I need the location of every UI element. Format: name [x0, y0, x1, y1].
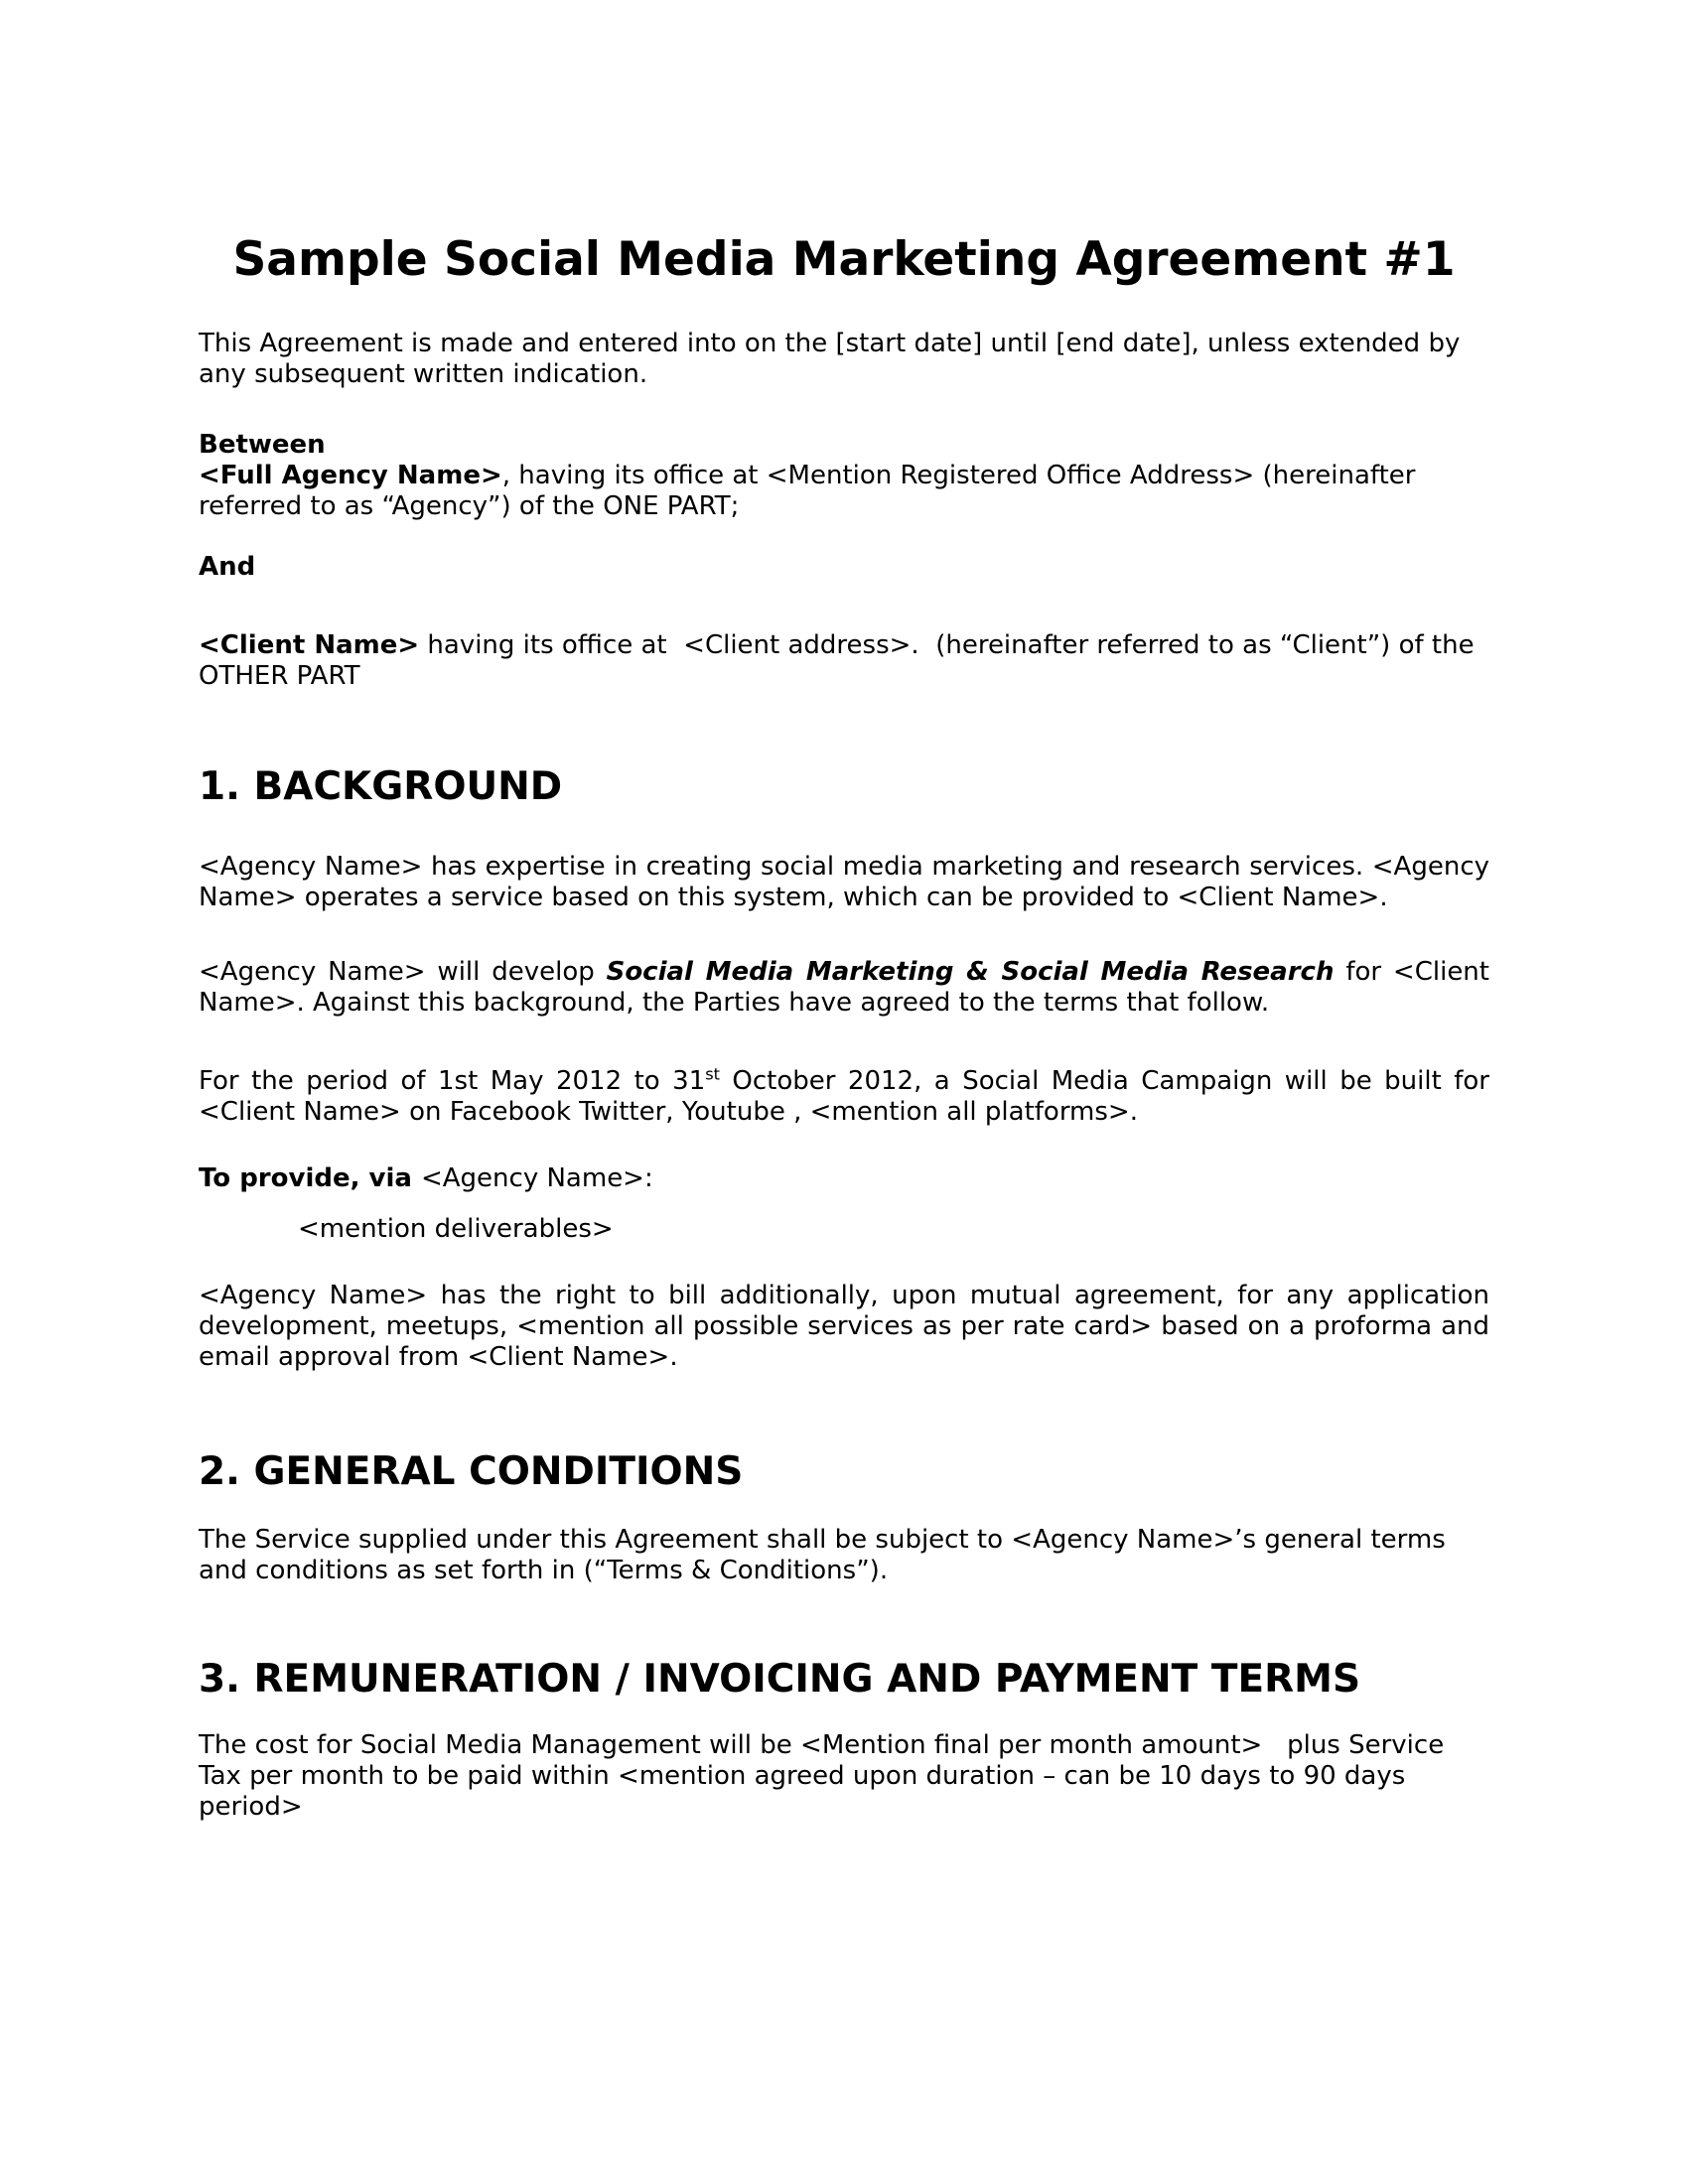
- background-expertise-paragraph: <Agency Name> has expertise in creating social media marketing and research services. <Agency Name> operates a service based on this system, which can be provided to <Client Name>.: [199, 852, 1489, 912]
- client-clause-text: having its office at <Client address>. (hereinafter referred to as “Client”) of the OTHER PART: [199, 630, 1482, 691]
- general-conditions-paragraph: The Service supplied under this Agreement shall be subject to <Agency Name>’s general terms and conditions as set forth in (“Terms & Conditions”).: [199, 1525, 1446, 1585]
- between-label: Between: [199, 430, 326, 460]
- develop-text-end: for <Client Name>. Against this background, the Parties have agreed to the terms that follow.: [199, 957, 1489, 1018]
- period-text-start: For the period of 1st May 2012 to 31: [199, 1066, 706, 1096]
- provide-label: To provide, via: [199, 1163, 421, 1193]
- agency-clause-text: , having its office at <Mention Registered Office Address> (hereinafter referred to as “Agency”) of the ONE PART;: [199, 461, 1416, 521]
- section-heading-remuneration: 3. REMUNERATION / INVOICING AND PAYMENT TERMS: [199, 1657, 1361, 1702]
- billing-paragraph: <Agency Name> has the right to bill additionally, upon mutual agreement, for any application development, meetups, <mention all possible services as per rate card> based on a proforma and email approval from <Client Name>.: [199, 1281, 1489, 1372]
- deliverables-line: <mention deliverables>: [298, 1214, 614, 1244]
- agency-name-placeholder: <Full Agency Name>: [199, 461, 502, 490]
- ordinal-superscript: st: [705, 1064, 720, 1084]
- remuneration-paragraph: The cost for Social Media Management will be <Mention final per month amount> plus Service Tax per month to be paid within <mention agreed upon duration – can be 10 days to 90 days period>: [199, 1730, 1453, 1822]
- client-clause: [199, 630, 1489, 692]
- section-heading-background: 1. BACKGROUND: [199, 764, 563, 809]
- provide-value: <Agency Name>:: [420, 1163, 653, 1193]
- client-name-placeholder: <Client Name>: [199, 630, 420, 660]
- campaign-period-paragraph: [199, 1066, 1489, 1128]
- document-title: Sample Social Media Marketing Agreement #1: [232, 232, 1456, 287]
- provide-line: [199, 1163, 1489, 1194]
- section-heading-general-conditions: 2. GENERAL CONDITIONS: [199, 1449, 744, 1494]
- period-text-end: October 2012, a Social Media Campaign will be built for <Client Name> on Facebook Twitter, Youtube , <mention all platforms>.: [199, 1066, 1489, 1127]
- background-develop-paragraph: [199, 957, 1489, 1019]
- develop-text-start: <Agency Name> will develop: [199, 957, 607, 987]
- and-label: And: [199, 552, 256, 582]
- intro-paragraph: This Agreement is made and entered into on the [start date] until [end date], unless extended by any subsequent written indication.: [199, 329, 1461, 389]
- between-clause: [199, 430, 1489, 522]
- develop-emphasis: Social Media Marketing & Social Media Research: [606, 957, 1335, 987]
